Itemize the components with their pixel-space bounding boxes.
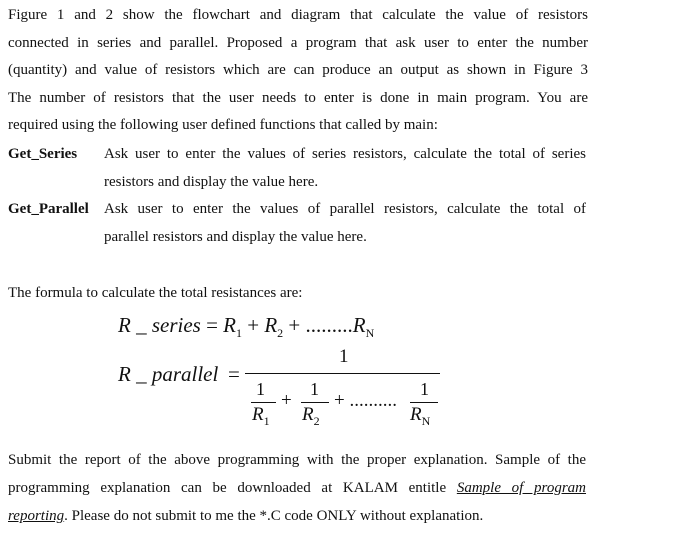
- function-definitions: [8, 141, 586, 251]
- term-numerator: 1: [420, 379, 429, 399]
- intro-line: (quantity) and value of resistors which are can produce an output as shown in Figure 3: [8, 62, 588, 79]
- formula-lhs: R _ parallel: [118, 362, 219, 386]
- fraction-bar: [245, 373, 440, 374]
- term-numerator: 1: [310, 379, 319, 399]
- function-row-parallel-cont: [8, 224, 586, 252]
- fraction-numerator: 1: [339, 346, 349, 367]
- subscript: 2: [277, 326, 284, 340]
- plus-sign: +: [247, 313, 260, 337]
- resistor-symbol: $R_1$: [252, 404, 270, 428]
- submission-note: [8, 446, 586, 530]
- footer-line: programming explanation can be downloaded at KALAM entitle Sample of program: [8, 480, 587, 496]
- function-name: Get_Parallel: [8, 201, 89, 218]
- function-description: Ask user to enter the values of parallel resistors, calculate the total of: [104, 201, 586, 218]
- ellipsis-sum: + ..........: [334, 390, 397, 411]
- sample-report-link[interactable]: Sample of program: [456, 480, 587, 496]
- series-formula: [118, 313, 374, 338]
- intro-line: connected in series and parallel. Proposed a program that ask user to enter the number: [8, 34, 588, 51]
- function-description: Ask user to enter the values of series resistors, calculate the total of series: [104, 146, 586, 162]
- function-row-series: [8, 141, 586, 169]
- term-numerator: 1: [256, 379, 265, 399]
- function-row-parallel: [8, 196, 586, 224]
- ellipsis-sum: + .........: [288, 313, 353, 337]
- resistor-symbol: $R_N$: [410, 404, 431, 428]
- sample-report-link-cont[interactable]: reporting: [8, 508, 65, 524]
- resistor-symbol: R: [264, 313, 278, 337]
- equals-sign: =: [206, 313, 218, 337]
- resistor-symbol: $R_2$: [302, 404, 320, 428]
- subscript: N: [365, 326, 375, 340]
- function-name: Get_Series: [8, 146, 78, 162]
- resistor-symbol: R: [352, 313, 366, 337]
- plus-sign: +: [281, 390, 292, 411]
- term-fraction-bar: [301, 402, 329, 403]
- function-description: resistors and display the value here.: [104, 173, 319, 190]
- term-fraction-bar: [251, 402, 276, 403]
- formula-lhs: R _ series: [118, 313, 201, 337]
- function-row-series-cont: [8, 169, 586, 197]
- equals-sign: =: [228, 362, 240, 386]
- resistor-symbol: R: [223, 313, 236, 337]
- footer-line: reporting. Please do not submit to me the *.C code ONLY without explanation.: [8, 508, 484, 524]
- term-fraction-bar: [410, 402, 438, 403]
- intro-line: Figure 1 and 2 show the flowchart and diagram that calculate the value of resistors: [8, 7, 588, 23]
- intro-paragraph: [8, 2, 588, 140]
- formula-intro: The formula to calculate the total resistances are:: [8, 285, 303, 301]
- footer-line: Submit the report of the above programming with the proper explanation. Sample of the: [8, 452, 586, 468]
- function-description: parallel resistors and display the value here.: [104, 228, 367, 245]
- intro-line: The number of resistors that the user needs to enter is done in main program. You are: [8, 89, 588, 106]
- subscript: 1: [236, 326, 242, 340]
- intro-line: required using the following user defined functions that called by main:: [8, 117, 438, 134]
